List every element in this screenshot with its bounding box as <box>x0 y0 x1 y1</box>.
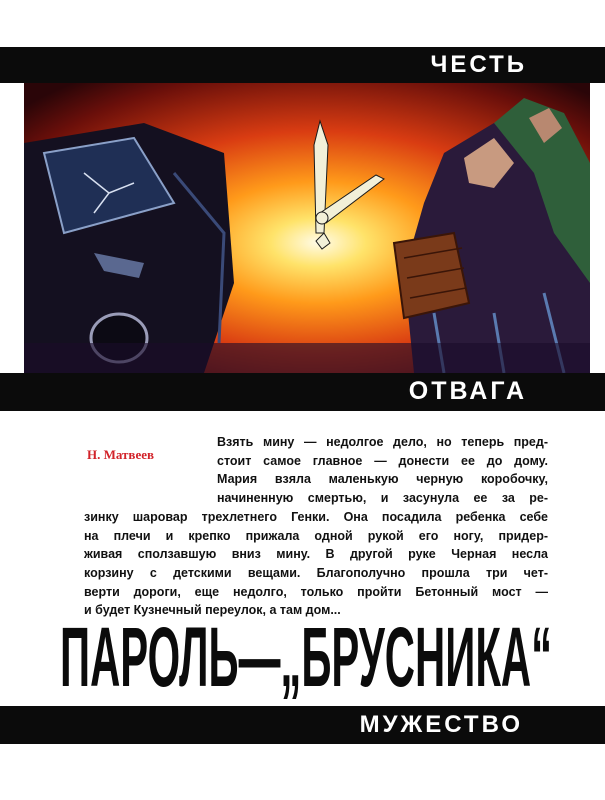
illustration <box>24 83 590 373</box>
intro-line: и будет Кузнечный переулок, а там дом... <box>84 603 341 618</box>
intro-line: стоит самое главное — донести ее до дому. <box>217 453 548 468</box>
middle-band <box>0 373 605 411</box>
intro-line: начиненную смертью, и засунула ее за ре- <box>217 491 548 506</box>
intro-line: верти дороги, еще недолго, только пройти Бетонный мост — <box>84 584 548 599</box>
headline-text: ПАРОЛЬ—„БРУСНИКА“ <box>60 610 552 700</box>
car-figure <box>24 123 234 373</box>
intro-line: Мария взяла маленькую черную коробочку, <box>217 472 548 487</box>
intro-line: зинку шаровар трехлетнего Генки. Она посадила ребенка себе <box>84 509 548 524</box>
intro-line: на плечи и крепко прижала одной рукой его ногу, придер- <box>84 528 548 543</box>
author-name: Н. Матвеев <box>87 447 155 462</box>
top-band <box>0 47 605 83</box>
band-label-muzhestvo: МУЖЕСТВО <box>359 711 523 738</box>
intro-line: корзину с детскими вещами. Благополучно прошла три чет- <box>84 565 548 580</box>
bottom-band <box>0 706 605 744</box>
intro-line: Взять мину — недолгое дело, но теперь пред- <box>217 435 548 449</box>
intro-line: живая сползавшую вниз мину. В другой руке Черная несла <box>84 547 548 562</box>
band-label-chest: ЧЕСТЬ <box>430 51 527 78</box>
headline <box>60 610 560 700</box>
band-label-otvaga: ОТВАГА <box>408 377 527 405</box>
intro-paragraph <box>84 433 548 620</box>
